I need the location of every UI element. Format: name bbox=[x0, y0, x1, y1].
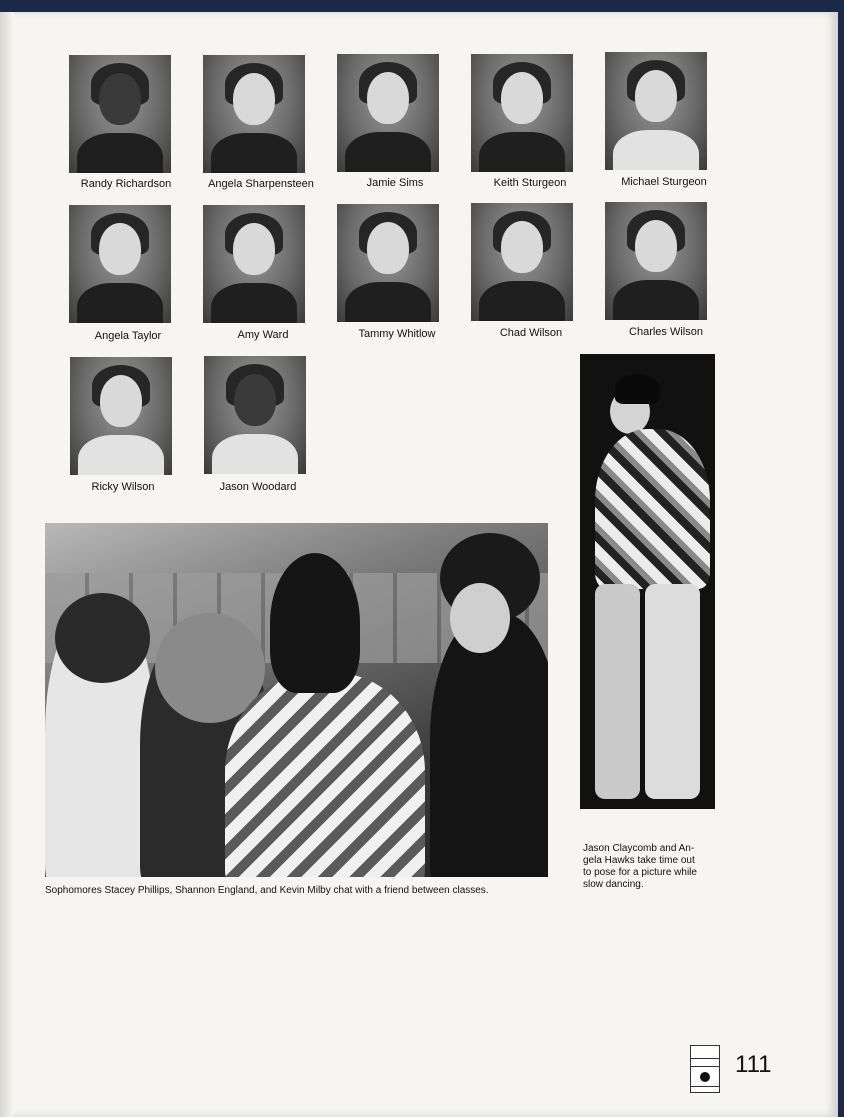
portrait-photo bbox=[471, 54, 573, 172]
portrait-name: Chad Wilson bbox=[499, 327, 563, 339]
portrait-photo bbox=[337, 54, 439, 172]
portrait-name: Randy Richardson bbox=[80, 178, 172, 190]
portrait-photo bbox=[605, 202, 707, 320]
portrait-name: Jason Woodard bbox=[219, 481, 297, 493]
portrait-photo bbox=[69, 55, 171, 173]
portrait-photo bbox=[337, 204, 439, 322]
portrait-photo bbox=[69, 205, 171, 323]
dance-caption-line: Jason Claycomb and An- bbox=[583, 843, 695, 854]
portrait-photo bbox=[605, 52, 707, 170]
hallway-caption: Sophomores Stacey Phillips, Shannon England, and Kevin Milby chat with a friend between classes. bbox=[45, 885, 489, 896]
dance-photo bbox=[580, 354, 715, 809]
camera-logo-icon bbox=[690, 1045, 720, 1093]
portrait-name: Ricky Wilson bbox=[91, 481, 155, 493]
portrait-photo bbox=[204, 356, 306, 474]
portrait-name: Amy Ward bbox=[237, 329, 289, 341]
portrait-photo bbox=[203, 55, 305, 173]
portrait-name: Michael Sturgeon bbox=[621, 176, 707, 188]
portrait-name: Angela Taylor bbox=[94, 330, 162, 342]
page-spine-shadow bbox=[0, 12, 14, 1117]
page-number: 111 bbox=[735, 1051, 772, 1078]
portrait-name: Angela Sharpensteen bbox=[208, 178, 314, 190]
portrait-name: Keith Sturgeon bbox=[493, 177, 567, 189]
dance-caption-line: gela Hawks take time out bbox=[583, 855, 695, 866]
dance-caption bbox=[583, 843, 723, 891]
portrait-photo bbox=[203, 205, 305, 323]
portrait-photo bbox=[471, 203, 573, 321]
hallway-photo bbox=[45, 523, 548, 877]
portrait-name: Tammy Whitlow bbox=[358, 328, 436, 340]
dance-caption-line: to pose for a picture while bbox=[583, 867, 697, 878]
dance-caption-line: slow dancing. bbox=[583, 879, 644, 890]
portrait-photo bbox=[70, 357, 172, 475]
portrait-name: Charles Wilson bbox=[629, 326, 703, 338]
portrait-name: Jamie Sims bbox=[366, 177, 424, 189]
